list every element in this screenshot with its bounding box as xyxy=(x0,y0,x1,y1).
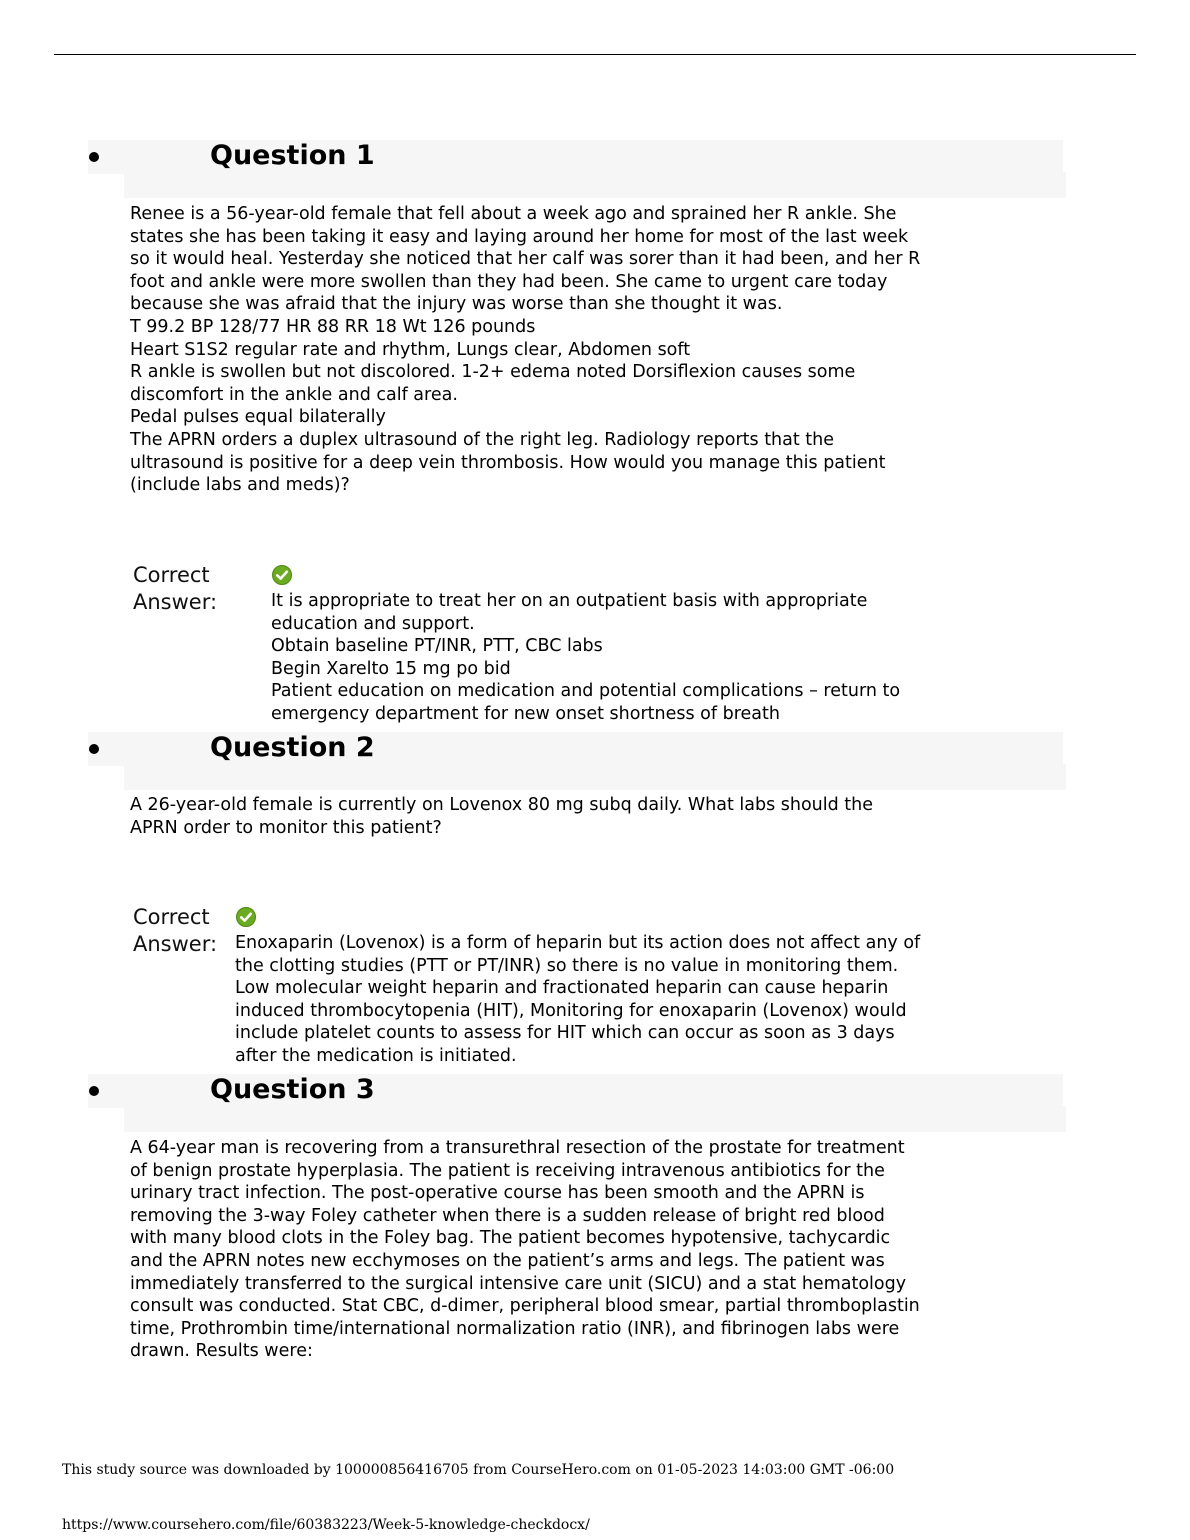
question-prompt: A 64-year man is recovering from a transurethral resection of the prostate for treatment of benign prostate hyperplasia. The patient is receiving intravenous antibiotics for the urinary tract infection. The post-operative course has been smooth and the APRN is removing the 3-way Foley catheter when there is a sudden release of bright red blood with many blood clots in the Foley bag. The patient becomes hypotensive, tachycardic and the APRN notes new ecchymoses on the patient’s arms and legs. The patient was immediately transferred to the surgical intensive care unit (SICU) and a stat hematology consult was conducted. Stat CBC, d-dimer, peripheral blood smear, partial thromboplastin time, Prothrombin time/international normalization ratio (INR), and fibrinogen labs were drawn. Results were: xyxy=(130,1138,920,1362)
download-source-note: This study source was downloaded by 100000856416705 from CourseHero.com on 01-05-2023 14:03:00 GMT -06:00 xyxy=(62,1462,895,1478)
correct-answer-text: It is appropriate to treat her on an outpatient basis with appropriate education and support. Obtain baseline PT/INR, PTT, CBC labs Begin Xarelto 15 mg po bid Patient education on medication and potential complications – return to emergency department for new onset shortness of breath xyxy=(271,591,901,724)
question-header-band-lower xyxy=(124,172,1066,198)
question-title: Question 3 xyxy=(210,1074,375,1105)
bullet-icon xyxy=(89,744,99,754)
question-title: Question 1 xyxy=(210,140,375,171)
top-divider xyxy=(54,54,1136,55)
correct-answer-label: Correct Answer: xyxy=(133,563,218,614)
question-header-band-lower xyxy=(124,764,1066,790)
question-prompt: A 26-year-old female is currently on Lovenox 80 mg subq daily. What labs should the APRN order to monitor this patient? xyxy=(130,795,874,838)
source-url[interactable]: https://www.coursehero.com/file/60383223/Week-5-knowledge-checkdocx/ xyxy=(62,1517,590,1533)
question-title: Question 2 xyxy=(210,732,375,763)
check-icon xyxy=(236,907,256,927)
question-header-band-lower xyxy=(124,1106,1066,1132)
bullet-icon xyxy=(89,152,99,162)
correct-answer-label: Correct Answer: xyxy=(133,905,218,956)
question-prompt: Renee is a 56-year-old female that fell about a week ago and sprained her R ankle. She states she has been taking it easy and laying around her home for most of the last week so it would heal. Yesterday she noticed that her calf was sorer than it had been, and her R foot and ankle were more swollen than they had been. She came to urgent care today because she was afraid that the injury was worse than she thought it was. T 99.2 BP 128/77 HR 88 RR 18 Wt 126 pounds Heart S1S2 regular rate and rhythm, Lungs clear, Abdomen soft R ankle is swollen but not discolored. 1-2+ edema noted Dorsiflexion causes some discomfort in the ankle and calf area. Pedal pulses equal bilaterally The APRN orders a duplex ultrasound of the right leg. Radiology reports that the ultrasound is positive for a deep vein thrombosis. How would you manage this patient (include labs and meds)? xyxy=(130,204,921,496)
bullet-icon xyxy=(89,1086,99,1096)
correct-answer-text: Enoxaparin (Lovenox) is a form of heparin but its action does not affect any of the clotting studies (PTT or PT/INR) so there is no value in monitoring them. Low molecular weight heparin and fractionated heparin can cause heparin induced thrombocytopenia (HIT), Monitoring for enoxaparin (Lovenox) would include platelet counts to assess for HIT which can occur as soon as 3 days after the medication is initiated. xyxy=(235,933,921,1066)
check-icon xyxy=(272,565,292,585)
